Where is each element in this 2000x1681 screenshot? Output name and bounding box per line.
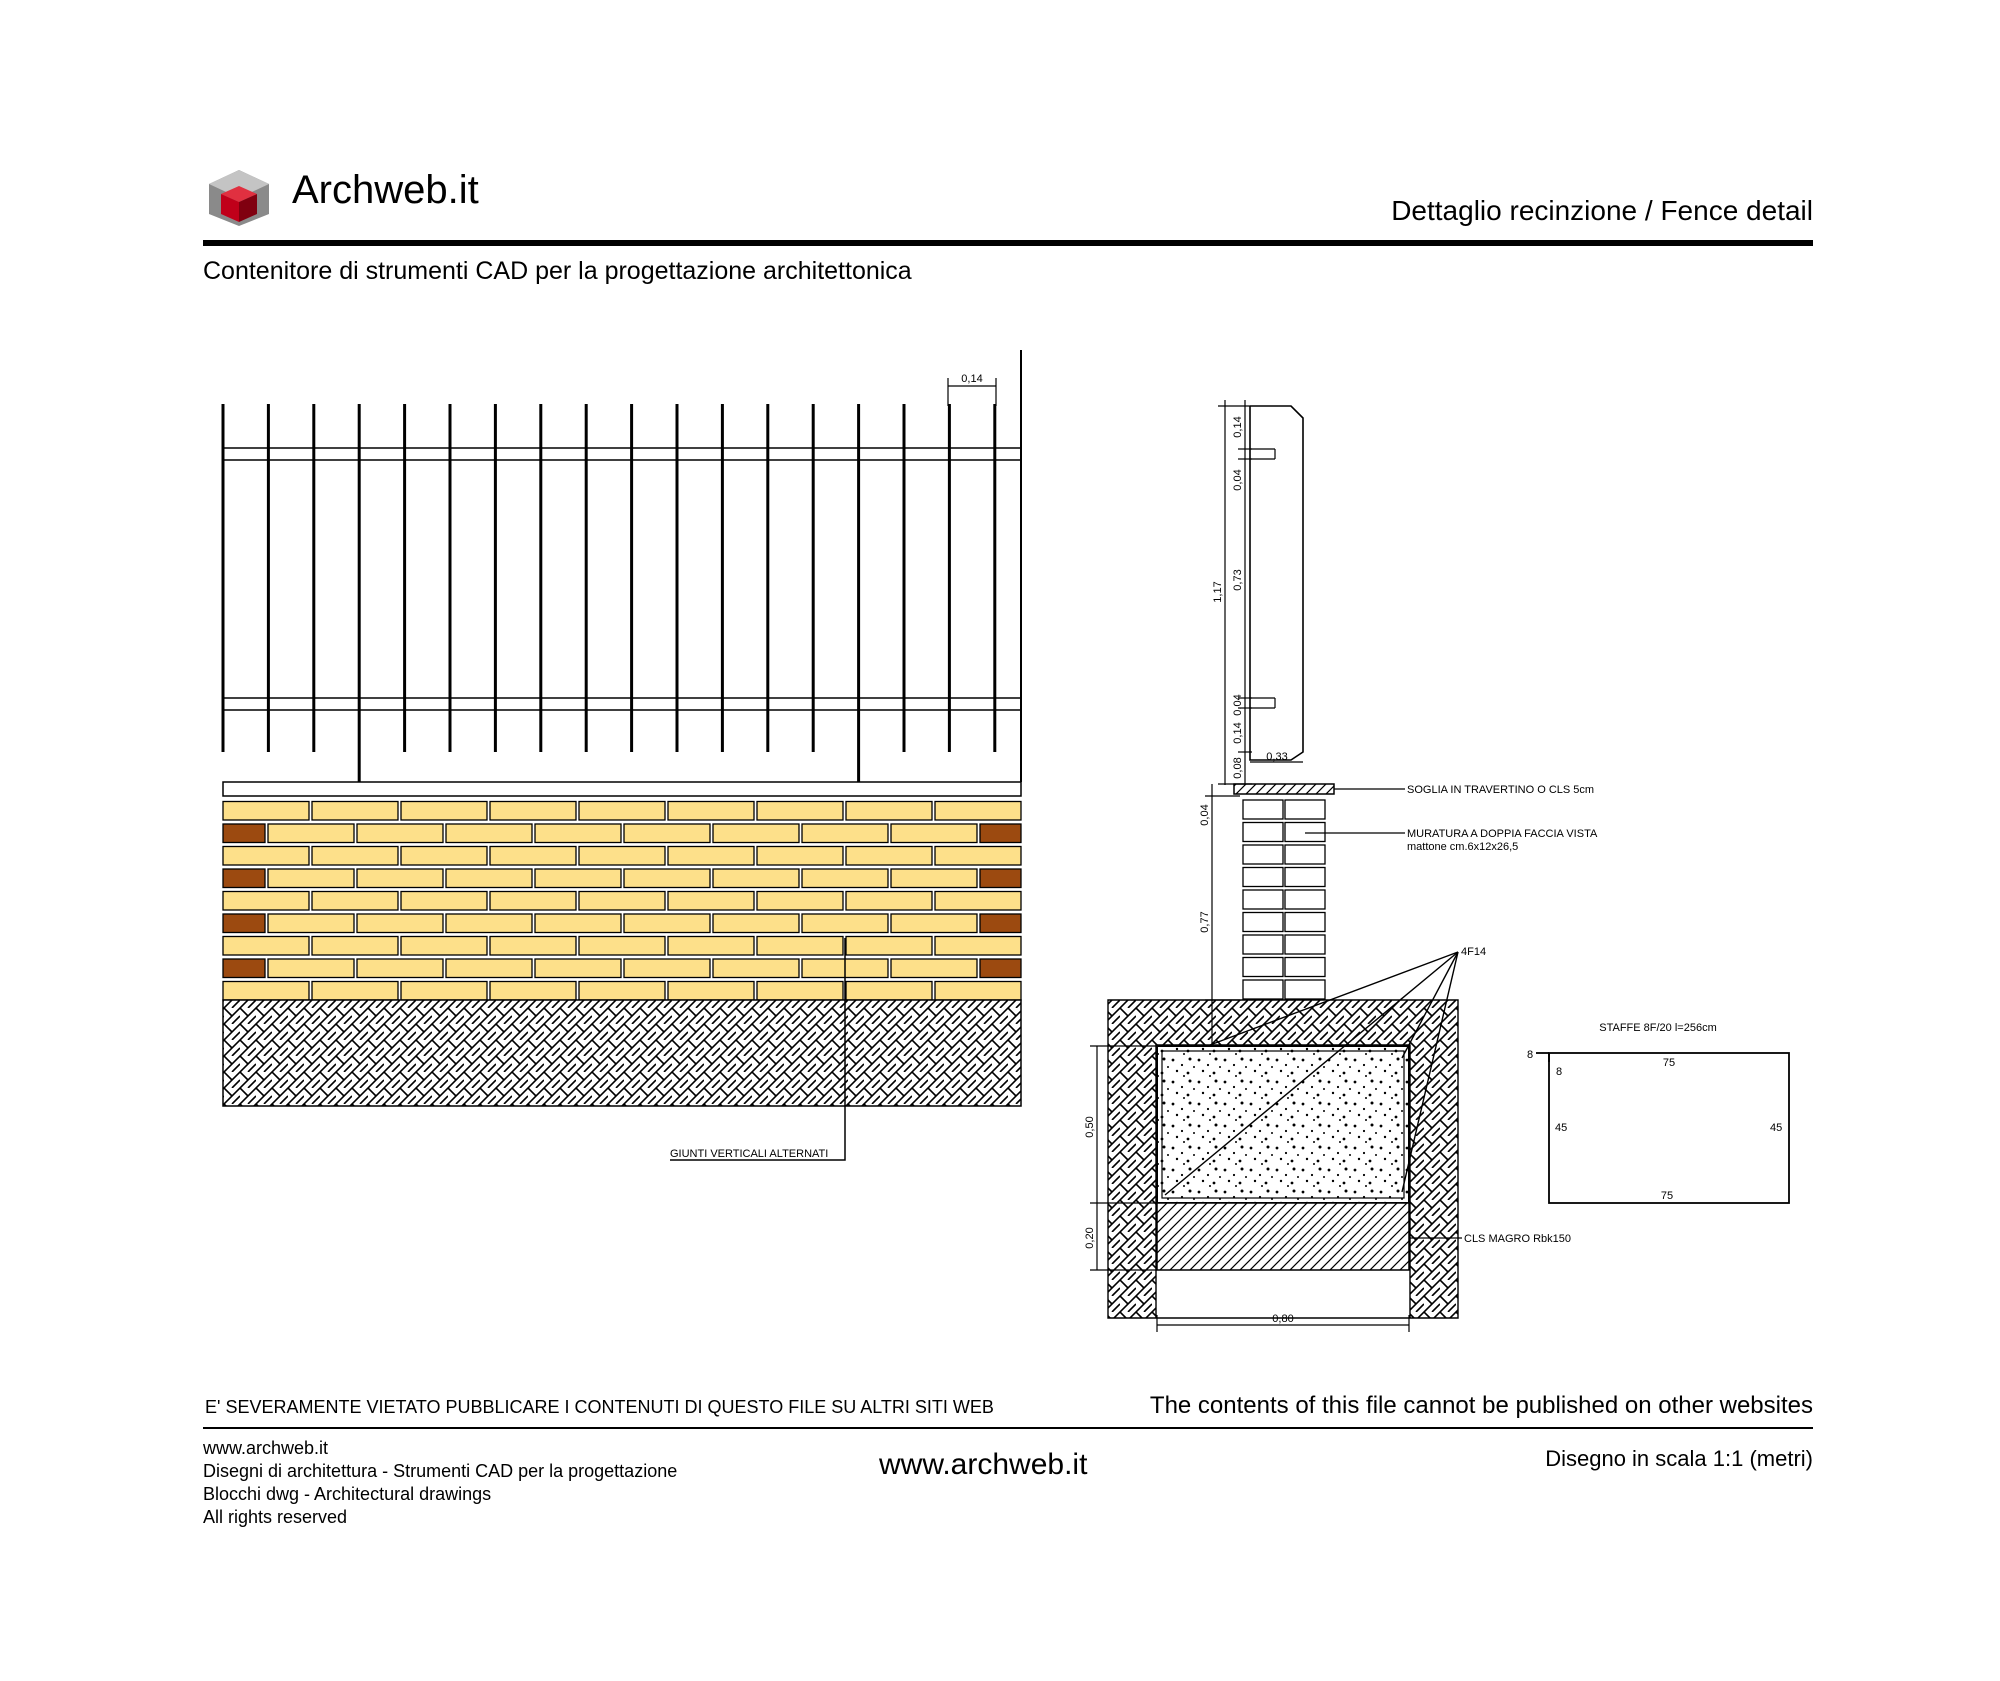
brick <box>624 959 710 978</box>
brick <box>223 847 309 866</box>
section-brick <box>1285 958 1325 977</box>
dim-post-cap: 0,14 <box>1232 416 1244 438</box>
page-subtitle: Contenitore di strumenti CAD per la progettazione architettonica <box>203 257 912 285</box>
brick <box>312 847 398 866</box>
brick <box>223 802 309 821</box>
dim-lean-concrete: 0,20 <box>1084 1227 1096 1249</box>
brick <box>579 892 665 911</box>
warning-english: The contents of this file cannot be published on other websites <box>1149 1392 1813 1419</box>
masonry-label: MURATURA A DOPPIA FACCIA VISTA <box>1407 828 1598 840</box>
dim-bar-span: 0,73 <box>1232 569 1244 591</box>
brick <box>446 824 532 843</box>
stirrup-detail <box>1527 1022 1789 1203</box>
brick <box>312 982 398 1001</box>
coping-stone <box>223 782 1021 796</box>
brick <box>668 892 754 911</box>
brick <box>802 914 888 933</box>
brick <box>357 869 443 888</box>
page-title: Dettaglio recinzione / Fence detail <box>1391 195 1813 226</box>
brick <box>223 892 309 911</box>
dim-post-base: 0,14 <box>1232 722 1244 744</box>
brick <box>223 982 309 1001</box>
brick <box>802 824 888 843</box>
brick <box>802 869 888 888</box>
footing-concrete <box>1157 1046 1409 1203</box>
brick-size-label: mattone cm.6x12x26,5 <box>1407 841 1519 853</box>
brick <box>446 914 532 933</box>
dim-wall-top: 0,04 <box>1199 804 1211 826</box>
brick-wall <box>223 802 1021 1001</box>
brick <box>891 959 977 978</box>
brick <box>624 869 710 888</box>
brick <box>312 802 398 821</box>
brick <box>268 869 354 888</box>
footer-line: Blocchi dwg - Architectural drawings <box>203 1484 492 1504</box>
dim-wall-height: 0,77 <box>1199 911 1211 933</box>
brick <box>980 959 1021 978</box>
brick <box>401 892 487 911</box>
brick <box>268 914 354 933</box>
stirrup-hook-a: 8 <box>1527 1049 1534 1061</box>
dim-base-width: 0,80 <box>1272 1313 1294 1325</box>
stirrup-left: 45 <box>1555 1122 1568 1134</box>
brick <box>846 847 932 866</box>
brick <box>579 802 665 821</box>
lean-concrete-label: CLS MAGRO Rbk150 <box>1464 1233 1571 1245</box>
brick <box>401 982 487 1001</box>
brick <box>757 802 843 821</box>
section-brick <box>1285 868 1325 887</box>
brick <box>713 959 799 978</box>
brick <box>401 937 487 956</box>
brick <box>268 824 354 843</box>
lean-concrete <box>1157 1203 1409 1270</box>
brick <box>713 914 799 933</box>
brick <box>357 824 443 843</box>
section-brick <box>1243 868 1283 887</box>
brick <box>535 914 621 933</box>
brick <box>935 937 1021 956</box>
brick <box>579 937 665 956</box>
brick <box>757 847 843 866</box>
brick <box>535 824 621 843</box>
brick <box>846 802 932 821</box>
brick <box>757 937 843 956</box>
section-brick <box>1243 980 1283 999</box>
section-brick <box>1285 980 1325 999</box>
stirrup-title: STAFFE 8F/20 l=256cm <box>1599 1022 1717 1034</box>
brick <box>223 869 265 888</box>
brick <box>401 802 487 821</box>
brick <box>490 982 576 1001</box>
brick <box>490 892 576 911</box>
brick <box>535 959 621 978</box>
brick <box>535 869 621 888</box>
stirrup-top: 75 <box>1662 1057 1676 1069</box>
brick <box>490 937 576 956</box>
section-brick <box>1243 913 1283 932</box>
footer-line[interactable]: www.archweb.it <box>203 1438 329 1458</box>
section-brick <box>1285 823 1325 842</box>
brick <box>980 824 1021 843</box>
brick <box>713 824 799 843</box>
brick <box>490 847 576 866</box>
footer-url[interactable]: www.archweb.it <box>879 1448 1088 1481</box>
fence-rails <box>223 448 1021 710</box>
brick <box>668 802 754 821</box>
dim-rail-bottom: 0,04 <box>1232 694 1244 716</box>
warning-italian: E' SEVERAMENTE VIETATO PUBBLICARE I CONTENUTI DI QUESTO FILE SU ALTRI SITI WEB <box>205 1397 994 1417</box>
brick <box>579 847 665 866</box>
brick <box>891 914 977 933</box>
brick <box>846 982 932 1001</box>
scale-note: Disegno in scala 1:1 (metri) <box>1545 1446 1813 1471</box>
brick <box>980 914 1021 933</box>
brick <box>891 824 977 843</box>
brick <box>935 847 1021 866</box>
footer-credits <box>203 1437 677 1529</box>
section-brick <box>1243 800 1283 819</box>
brick <box>490 802 576 821</box>
brick <box>579 982 665 1001</box>
brick <box>668 982 754 1001</box>
dim-footing: 0,50 <box>1084 1116 1096 1138</box>
brick <box>268 959 354 978</box>
brick <box>223 914 265 933</box>
fence-section <box>1084 400 1598 1332</box>
section-brick <box>1243 958 1283 977</box>
stirrup-right: 45 <box>1770 1122 1783 1134</box>
section-brick <box>1243 823 1283 842</box>
dim-total-height: 1,17 <box>1212 581 1224 603</box>
brick <box>846 892 932 911</box>
section-brick <box>1285 890 1325 909</box>
brick <box>357 959 443 978</box>
brick <box>312 937 398 956</box>
brand-name: Archweb.it <box>292 168 479 212</box>
brick <box>668 937 754 956</box>
bar-spacing-label: 0,14 <box>961 373 983 385</box>
stirrup-hook-b: 8 <box>1556 1066 1563 1078</box>
footer-line: All rights reserved <box>203 1507 348 1527</box>
brick <box>312 892 398 911</box>
threshold-stone <box>1234 784 1334 794</box>
brick <box>935 802 1021 821</box>
joint-note: GIUNTI VERTICALI ALTERNATI <box>670 1148 829 1160</box>
brick <box>401 847 487 866</box>
brick <box>980 869 1021 888</box>
brick <box>757 892 843 911</box>
brick <box>446 869 532 888</box>
dim-rail-top: 0,04 <box>1232 469 1244 491</box>
section-brick <box>1243 890 1283 909</box>
brick <box>357 914 443 933</box>
brick <box>713 869 799 888</box>
brick <box>223 959 265 978</box>
brick <box>668 847 754 866</box>
threshold-label: SOGLIA IN TRAVERTINO O CLS 5cm <box>1407 784 1595 796</box>
brick <box>891 869 977 888</box>
brick <box>223 937 309 956</box>
brick <box>757 982 843 1001</box>
footer-rule <box>203 1427 1813 1429</box>
section-brick <box>1285 800 1325 819</box>
footer-line: Disegni di architettura - Strumenti CAD per la progettazione <box>203 1461 678 1481</box>
section-brick <box>1285 845 1325 864</box>
dim-threshold: 0,08 <box>1232 757 1244 779</box>
brick <box>935 982 1021 1001</box>
section-brick <box>1285 913 1325 932</box>
brick <box>624 824 710 843</box>
brick <box>446 959 532 978</box>
brick <box>935 892 1021 911</box>
brick <box>223 824 265 843</box>
section-brick <box>1285 935 1325 954</box>
brick <box>624 914 710 933</box>
section-brick <box>1243 845 1283 864</box>
dim-top-width: 0,33 <box>1266 751 1288 763</box>
section-brick <box>1243 935 1283 954</box>
stirrup-shape <box>1549 1053 1789 1203</box>
rebar-label: 4F14 <box>1461 946 1487 958</box>
stirrup-bottom: 75 <box>1660 1190 1674 1202</box>
ground-hatch <box>223 1000 1021 1106</box>
fence-elevation <box>223 350 1021 1160</box>
brick <box>846 937 932 956</box>
